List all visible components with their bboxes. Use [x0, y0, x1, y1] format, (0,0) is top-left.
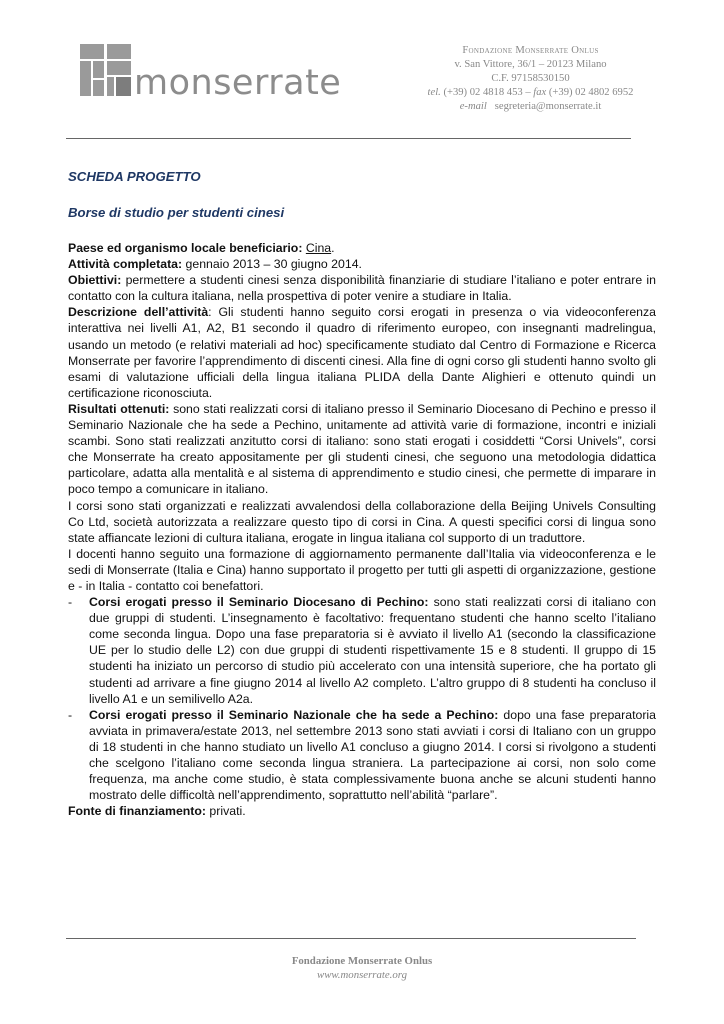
obiettivi-paragraph: Obiettivi: permettere a studenti cinesi senza disponibilità finanziarie di studiare l’italiano e poter entrare in contatto con la cultura italiana, nella prospettiva di poter venire a studiare in Italia. [68, 273, 656, 304]
descrizione-paragraph: Descrizione dell’attività: Gli studenti hanno seguito corsi erogati in presenza o via videoconferenza interattiva nei livelli A1, A2, B1 secondo il quadro di riferimento europeo, con insegnanti madrelingua, usando un metodo (e relativi materiali ad hoc) specificamente studiato dal Centro di Formazione e Ricerca Monserrate per favorire l’apprendimento di discenti cinesi. Alla fine di ogni corso gli studenti hanno svolto gli esami di valutazione ufficiali della lingua italiana PLIDA della Dante Alighieri e ottenuto quindi un certificazione riconosciuta. [68, 305, 656, 400]
completata-line: Attività completata: gennaio 2013 – 30 giugno 2014. [68, 257, 362, 272]
paese-value: Cina [305, 241, 332, 255]
organization-info [418, 44, 643, 114]
paese-line: Paese ed organismo locale beneficiario: Cina. [68, 241, 335, 255]
logo-wordmark: monserrate [134, 63, 342, 96]
footer-org-name: Fondazione Monserrate Onlus [291, 955, 433, 967]
docenti-paragraph: I docenti hanno seguito una formazione di aggiornamento permanente dall’Italia via videoconferenza e le sedi di Monserrate (Italia e Cina) hanno supportato il progetto per tutti gli aspetti di organizzazione, gestione e - in Italia - contatto coi benefattori. [68, 546, 656, 593]
monserrate-logo [80, 44, 345, 96]
org-cf: C.F. 97158530150 [491, 73, 570, 84]
org-email: e-mail segreteria@monserrate.it [459, 101, 602, 112]
document-title: SCHEDA PROGETTO [68, 169, 201, 184]
header-divider [66, 138, 631, 139]
email-link[interactable]: segreteria@monserrate.it [494, 101, 602, 112]
list-item: - Corsi erogati presso il Seminario Diocesano di Pechino: sono stati realizzati corsi di italiano con due gruppi di studenti. L’insegnamento è facoltativo: frequentano studenti che hanno scelto l’italiano come seconda lingua. Dopo una fase preparatoria si è avviato il livello A1 (secondo la classificazione UE per lo studio delle L2) con due gruppi di studenti rispettivamente 15 e 8 studenti. Il gruppo di 15 studenti ha iniziato un percorso di studio più accelerato con una intensità superiore, che ha portato gli studenti ad arrivare a fine giugno 2014 al livello A2 completo. L’altro gruppo di 8 studenti ha concluso il livello A1 e un semilivello A2a. [68, 595, 657, 706]
org-address: v. San Vittore, 36/1 – 20123 Milano [454, 59, 607, 70]
footer-divider [66, 938, 636, 939]
list-item: - Corsi erogati presso il Seminario Nazionale che ha sede a Pechino: dopo una fase preparatoria avviata in primavera/estate 2013, nel settembre 2013 sono stati avviati i corsi di Italiano con un gruppo di 18 studenti in che hanno studiato un livello A1 concluso a giugno 2014. I corsi si rivolgono a studenti che scelgono l’italiano come seconda lingua straniera. La partecipazione ai corsi, non solo come frequenza, ma anche come studio, è stata complessivamente buona anche se alcuni studenti hanno mostrato delle difficoltà nell’apprendimento, soprattutto nell’abilità “parlare”. [68, 707, 656, 803]
document-body [68, 240, 656, 819]
org-phone-fax: tel. (+39) 02 4818 453 – fax (+39) 02 4802 6952 [427, 87, 634, 98]
document-subtitle: Borse di studio per studenti cinesi [68, 205, 285, 220]
footer-website-link[interactable]: www.monserrate.org [317, 969, 407, 981]
fonte-line: Fonte di finanziamento: privati. [68, 804, 246, 819]
corsi-paragraph: I corsi sono stati organizzati e realizzati avvalendosi della collaborazione della Beijing Univels Consulting Co Ltd, società autorizzata a realizzare questo tipo di corsi in Cina. A questi specifici corsi di lingua sono state affiancate lezioni di cultura italiana, erogate in lingua italiana col supporto di un traduttore. [68, 498, 656, 545]
org-name: Fondazione Monserrate Onlus [462, 45, 599, 56]
page-footer [0, 954, 724, 982]
risultati-paragraph: Risultati ottenuti: sono stati realizzati corsi di italiano presso il Seminario Diocesano di Pechino e presso il Seminario Nazionale che ha sede a Pechino, unitamente ad attività varie di formazione, incontri e iniziali scambi. Sono stati realizzati anzitutto corsi di italiano: sono stati erogati i cosiddetti “Corsi Univels”, corsi che Monserrate ha creato appositamente per gli studenti cinesi, che seguono una metodologia didattica particolare, adatta alla mentalità e al sistema di apprendimento e studio cinesi, che permette di imparare in poco tempo a comunicare in italiano. [68, 401, 656, 497]
